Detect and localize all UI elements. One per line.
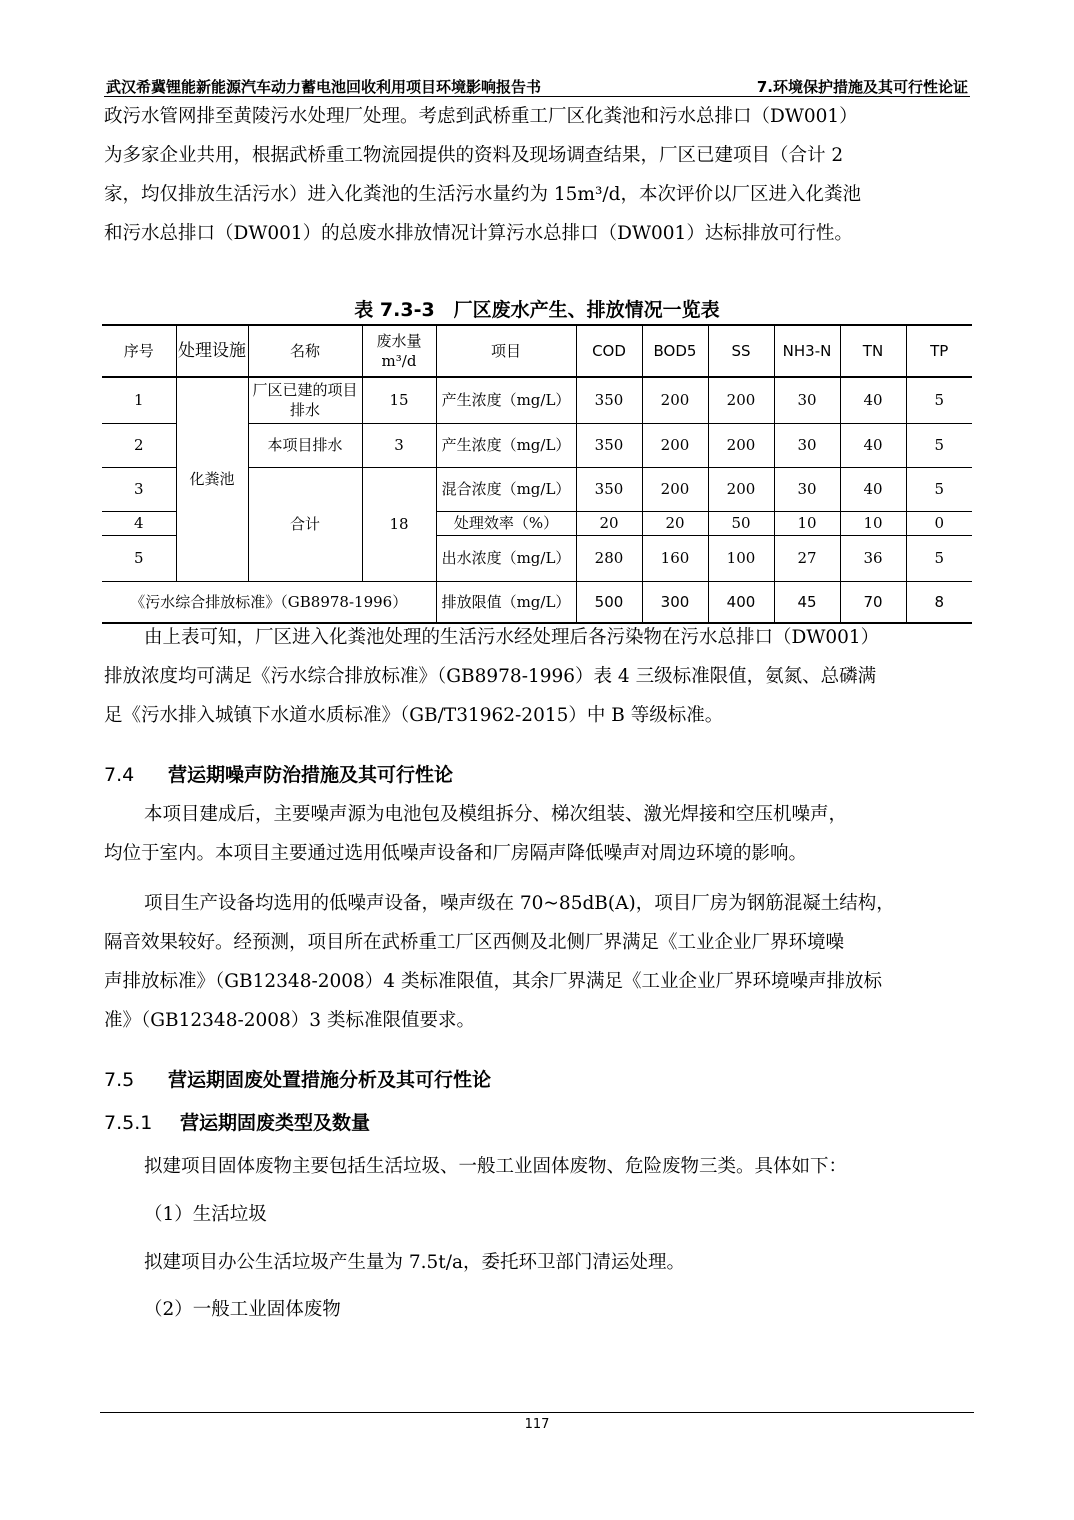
paragraph-wastewater-intro: [104, 97, 970, 253]
text-line: 由上表可知，厂区进入化粪池处理的生活污水经处理后各污染物在污水总排口（DW001）: [144, 627, 880, 648]
cell-value: 350: [576, 377, 642, 423]
table-standard-row: [102, 581, 972, 623]
page-header: [104, 74, 970, 97]
text-line: 拟建项目办公生活垃圾产生量为 7.5t/a，委托环卫部门清运处理。: [144, 1252, 686, 1273]
cell-value: 500: [576, 581, 642, 623]
header-title: 武汉希冀锂能新能源汽车动力蓄电池回收利用项目环境影响报告书: [106, 78, 542, 96]
cell-value: 45: [774, 581, 840, 623]
cell-name: 合计: [248, 467, 362, 581]
cell-value: 40: [840, 377, 906, 423]
section-heading-7-5: [104, 1065, 491, 1092]
cell-no: 2: [102, 423, 176, 467]
cell-value: 27: [774, 535, 840, 581]
col-header-ss: SS: [708, 325, 774, 377]
cell-facility: 化粪池: [176, 377, 248, 581]
section-heading-7-4: [104, 760, 453, 787]
cell-standard-name: 《污水综合排放标准》（GB8978-1996）: [102, 581, 436, 623]
cell-flow: 15: [362, 377, 436, 423]
cell-value: 100: [708, 535, 774, 581]
text-line: （2）一般工业固体废物: [144, 1299, 341, 1320]
list-item-domestic-waste: [104, 1195, 970, 1234]
cell-value: 0: [906, 511, 972, 535]
cell-value: 20: [642, 511, 708, 535]
cell-value: 5: [906, 535, 972, 581]
paragraph-domestic-waste: [104, 1243, 970, 1282]
cell-value: 200: [708, 377, 774, 423]
cell-value: 10: [774, 511, 840, 535]
cell-flow: 18: [362, 467, 436, 581]
table-header-row: [102, 325, 972, 377]
section-heading-7-5-1: [104, 1108, 370, 1135]
text-line: 项目生产设备均选用的低噪声设备，噪声级在 70~85dB(A)，项目厂房为钢筋混凝土结构，: [144, 893, 895, 914]
footer-divider: [100, 1412, 974, 1413]
text-line: 排放浓度均可满足《污水综合排放标准》（GB8978-1996）表 4 三级标准限值，氨氮、总磷满: [104, 666, 877, 687]
list-item-industrial-waste: [104, 1290, 970, 1329]
cell-value: 200: [642, 377, 708, 423]
cell-no: 5: [102, 535, 176, 581]
cell-value: 300: [642, 581, 708, 623]
cell-no: 4: [102, 511, 176, 535]
cell-value: 5: [906, 377, 972, 423]
cell-value: 350: [576, 423, 642, 467]
cell-value: 400: [708, 581, 774, 623]
cell-value: 5: [906, 467, 972, 511]
cell-item: 出水浓度（mg/L）: [436, 535, 576, 581]
text-line: 和污水总排口（DW001）的总废水排放情况计算污水总排口（DW001）达标排放可行性。: [104, 223, 853, 244]
text-line: 家，均仅排放生活污水）进入化粪池的生活污水量约为 15m³/d，本次评价以厂区进入化粪池: [104, 184, 861, 205]
cell-item: 处理效率（%）: [436, 511, 576, 535]
paragraph-table-conclusion: [104, 618, 970, 735]
cell-value: 70: [840, 581, 906, 623]
cell-item: 产生浓度（mg/L）: [436, 423, 576, 467]
cell-item: 排放限值（mg/L）: [436, 581, 576, 623]
section-title: 营运期固废处置措施分析及其可行性论: [168, 1069, 492, 1091]
cell-value: 40: [840, 467, 906, 511]
cell-value: 20: [576, 511, 642, 535]
col-header-cod: COD: [576, 325, 642, 377]
text-line: （1）生活垃圾: [144, 1204, 267, 1225]
paragraph-solid-waste-intro: [104, 1147, 970, 1186]
col-header-item: 项目: [436, 325, 576, 377]
cell-flow: 3: [362, 423, 436, 467]
cell-no: 3: [102, 467, 176, 511]
cell-item: 混合浓度（mg/L）: [436, 467, 576, 511]
cell-value: 200: [708, 423, 774, 467]
cell-item: 产生浓度（mg/L）: [436, 377, 576, 423]
cell-no: 1: [102, 377, 176, 423]
table-row: [102, 377, 972, 423]
cell-value: 30: [774, 467, 840, 511]
text-line: 声排放标准》（GB12348-2008）4 类标准限值，其余厂界满足《工业企业厂界环境噪声排放标: [104, 971, 882, 992]
text-line: 隔音效果较好。经预测，项目所在武桥重工厂区西侧及北侧厂界满足《工业企业厂界环境噪: [104, 932, 845, 953]
section-title: 营运期固废类型及数量: [180, 1112, 371, 1134]
col-header-tp: TP: [906, 325, 972, 377]
wastewater-table: [102, 324, 972, 624]
cell-value: 8: [906, 581, 972, 623]
cell-value: 10: [840, 511, 906, 535]
section-title: 营运期噪声防治措施及其可行性论: [168, 764, 454, 786]
paragraph-noise-sources: [104, 795, 970, 873]
cell-value: 280: [576, 535, 642, 581]
text-line: 足《污水排入城镇下水道水质标准》（GB/T31962-2015）中 B 等级标准。: [104, 705, 724, 726]
col-header-flow: 废水量m³/d: [362, 325, 436, 377]
text-line: 拟建项目固体废物主要包括生活垃圾、一般工业固体废物、危险废物三类。具体如下：: [144, 1156, 848, 1177]
text-line: 准》（GB12348-2008）3 类标准限值要求。: [104, 1010, 475, 1031]
text-line: 为多家企业共用，根据武桥重工物流园提供的资料及现场调查结果，厂区已建项目（合计 2: [104, 145, 844, 166]
cell-value: 50: [708, 511, 774, 535]
col-header-facility: 处理设施: [176, 325, 248, 377]
paragraph-noise-measures: [104, 884, 970, 1040]
cell-value: 36: [840, 535, 906, 581]
col-header-nh3n: NH3-N: [774, 325, 840, 377]
cell-value: 200: [708, 467, 774, 511]
cell-value: 5: [906, 423, 972, 467]
cell-value: 200: [642, 467, 708, 511]
cell-value: 30: [774, 423, 840, 467]
cell-value: 30: [774, 377, 840, 423]
cell-value: 200: [642, 423, 708, 467]
page-number: 117: [524, 1417, 550, 1432]
section-number: 7.5: [104, 1069, 135, 1091]
text-line: 均位于室内。本项目主要通过选用低噪声设备和厂房隔声降低噪声对周边环境的影响。: [104, 843, 808, 864]
cell-value: 350: [576, 467, 642, 511]
cell-name: 厂区已建的项目排水: [248, 377, 362, 423]
cell-value: 40: [840, 423, 906, 467]
col-header-name: 名称: [248, 325, 362, 377]
text-line: 本项目建成后，主要噪声源为电池包及模组拆分、梯次组装、激光焊接和空压机噪声，: [144, 804, 848, 825]
section-number: 7.4: [104, 764, 135, 786]
cell-name: 本项目排水: [248, 423, 362, 467]
col-header-bod5: BOD5: [642, 325, 708, 377]
col-header-no: 序号: [102, 325, 176, 377]
section-number: 7.5.1: [104, 1112, 153, 1134]
text-line: 政污水管网排至黄陵污水处理厂处理。考虑到武桥重工厂区化粪池和污水总排口（DW001）: [104, 106, 858, 127]
cell-value: 160: [642, 535, 708, 581]
header-chapter: 7.环境保护措施及其可行性论证: [756, 78, 968, 96]
col-header-tn: TN: [840, 325, 906, 377]
table-caption: 表 7.3-3 厂区废水产生、排放情况一览表: [354, 299, 720, 321]
